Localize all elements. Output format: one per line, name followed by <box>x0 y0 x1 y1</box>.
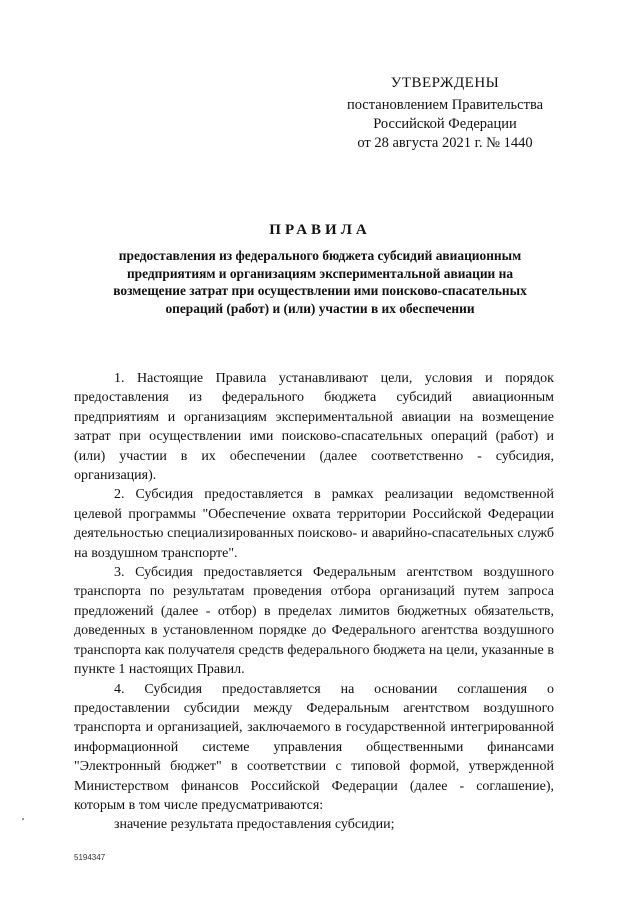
approval-heading: УТВЕРЖДЕНЫ <box>390 75 500 91</box>
approval-line-1: постановлением Правительства <box>346 97 544 113</box>
approval-line-3: от 28 августа 2021 г. № 1440 <box>357 135 533 151</box>
approval-line-2: Российской Федерации <box>373 116 517 132</box>
paragraph-5: значение результата предоставления субсидии; <box>114 817 395 833</box>
scan-speck <box>22 818 24 820</box>
paragraph-1: 1. Настоящие Правила устанавливают цели, условия и порядок предоставления из федерального бюджета субсидий авиационным предприятиям и организациям экспериментальной авиации на возмещение затрат при осуществлении ими поисково-спасательных операций (работ) и (или) участии в их обеспечении (далее соответственно - субсидия, организация). <box>74 371 554 484</box>
paragraph-2: 2. Субсидия предоставляется в рамках реализации ведомственной целевой программы "Обеспечение охвата территории Российской Федерации деятельностью специализированных поисково- и аварийно-спасательных служб на воздушном транспорте". <box>74 487 554 561</box>
approval-stamp <box>330 74 560 153</box>
document-title: ПРАВИЛА <box>269 222 371 238</box>
paragraph-3: 3. Субсидия предоставляется Федеральным агентством воздушного транспорта по результатам проведения отбора организаций путем запроса предложений (далее - отбор) в пределах лимитов бюджетных обязательств, доведенных в установленном порядке до Федерального агентства воздушного транспорта как получателя средств федерального бюджета на цели, указанные в пункте 1 настоящих Правил. <box>74 565 554 678</box>
document-subtitle: предоставления из федерального бюджета субсидий авиационным предприятиям и организациям экспериментальной авиации на возмещение затрат при осуществлении ими поисково-спасательных операций (работ) и (или) участии в их обеспечении <box>113 248 527 316</box>
document-code: 5194347 <box>74 853 106 862</box>
document-body <box>74 369 554 835</box>
paragraph-4: 4. Субсидия предоставляется на основании соглашения о предоставлении субсидии между Федеральным агентством воздушного транспорта и организацией, заключаемого в государственной интегрированной информационной системе управления общественными финансами "Электронный бюджет" в соответствии с типовой формой, утвержденной Министерством финансов Российской Федерации (далее - соглашение), которым в том числе предусматриваются: <box>74 681 554 813</box>
